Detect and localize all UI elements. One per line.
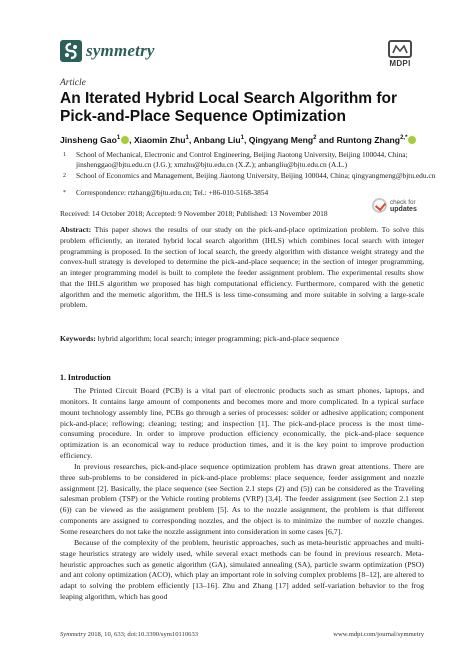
paper-title: An Iterated Hybrid Local Search Algorithm for Pick-and-Place Sequence Optimization (60, 90, 398, 125)
section-body (60, 386, 424, 603)
author-affil-mark: 2 (313, 135, 317, 141)
correspondence-text: Correspondence: rtzhang@bjtu.edu.cn; Tel.: +86-010-5168-3854 (76, 188, 269, 197)
author-list: Jinsheng Gao$^1$ , Xiaomin Zhu$^1$, Anbang Liu$^1$, Qingyang Meng$^2$ and Runtong Zhang$^{2,*}$ (60, 132, 430, 146)
author-name[interactable]: Anbang Liu (193, 134, 241, 145)
author-name[interactable]: Xiaomin Zhu (133, 134, 186, 145)
orcid-icon[interactable] (121, 136, 129, 144)
affiliation-mark: 2 (63, 173, 66, 179)
publication-dates: Received: 14 October 2018; Accepted: 9 November 2018; Published: 13 November 2018 (60, 209, 328, 218)
author-affil-mark: 1 (116, 135, 121, 141)
journal-url-link[interactable]: www.mdpi.com/journal/symmetry (333, 631, 424, 638)
paragraph: Because of the complexity of the problem, heuristic approaches, such as meta-heuristic approaches and multi-stage heuristics strategy are widely used, while several exact methods can be found in previous research. Meta-heuristic approaches such as genetic algorithm (GA), simulated annealing (SA), particle swarm optimization (PSO) and ant colony optimization (ACO), which play an important role in solving complex problems [8–12], are altered to adapt to solving the problem efficiently [13–16]. Zhu and Zhang [17] added self-variation behavior to the frog leaping algorithm, which has good (60, 537, 424, 602)
abstract (60, 225, 424, 311)
citation: Symmetry 2018, 10, 633; doi:10.3390/sym10110633 (60, 631, 199, 638)
affiliation-text: School of Economics and Management, Beijing Jiaotong University, Beijing 100044, China; qingyangmeng@bjtu.edu.cn (76, 171, 436, 180)
affiliation-text: School of Mechanical, Electronic and Control Engineering, Beijing Jiaotong University, Beijing 100044, China; jinshenggao@bjtu.edu.cn (J.G.); xmzhu@bjtu.edu.cn (X.Z.); anbangliu@bjtu.edu.cn (A.L.) (76, 150, 408, 169)
author-affil-mark: 1 (240, 135, 244, 141)
journal-name: symmetry (86, 41, 155, 60)
journal-logo[interactable] (60, 40, 155, 62)
affiliation-mark: 1 (63, 152, 66, 158)
section-heading: 1. Introduction (60, 373, 111, 382)
article-type: Article (60, 78, 86, 88)
keywords (60, 334, 424, 345)
check-for-updates-button[interactable] (372, 198, 417, 213)
affiliation-mark: * (63, 190, 66, 196)
author-name[interactable]: Runtong Zhang (336, 134, 401, 145)
mdpi-logo-icon (388, 40, 412, 58)
orcid-icon[interactable] (408, 136, 416, 144)
paragraph: The Printed Circuit Board (PCB) is a vital part of electronic products such as smart phones, laptops, and monitors. It contains large amount of components and becomes more and more complicated. In a typical surface mount technology assembly line, PCBs go through a series of processes: solder or adhesive application; component pick-and-place; reflowing; cleaning; testing; and inspection [1]. The pick-and-place process is the most time-consuming procedure. In order to improve production efficiency economically, the pick-and-place sequence optimization is an economical way to reduce production times, and it is the key point to improve production efficiency. (60, 386, 424, 461)
keywords-text: hybrid algorithm; local search; integer programming; pick-and-place sequence (97, 334, 340, 343)
publisher-name: MDPI (389, 59, 411, 68)
check-updates-icon (372, 198, 387, 213)
journal-header (60, 40, 412, 66)
author-name[interactable]: Jinsheng Gao (60, 134, 117, 145)
keywords-label: Keywords: (60, 334, 96, 343)
author-name[interactable]: Qingyang Meng (248, 134, 314, 145)
author-affil-mark: 2,* (400, 135, 408, 141)
abstract-text: This paper shows the results of our study on the pick-and-place optimization problem. To solve this problem efficiently, an iterated hybrid local search algorithm (IHLS) which combines local search with integer programming is proposed. In the section of local search, the greedy algorithm with distance weight strategy and the convex-hull strategy is developed to determine the pick-and-place sequence; in the section of integer programming, an integer programming model is built to complete the feeder assignment problem. The experimental results show that the IHLS algorithm we proposed has high computational efficiency. Furthermore, compared with the genetic algorithm and the memetic algorithm, the IHLS is less time-consuming and more suitable in solving a large-scale problem. (60, 225, 424, 310)
publisher-logo[interactable] (388, 40, 412, 68)
author-affil-mark: 1 (185, 135, 189, 141)
paragraph: In previous researches, pick-and-place sequence optimization problem has drawn great attentions. There are three sub-problems to be considered in pick-and-place problems: place sequence, feeder assignment and nozzle assignment [2]. Basically, the place sequence (see Section 2.1 steps (2) and (5)) can be considered as the Traveling salesman problem (TSP) or the Vehicle routing problems (VRP) [3,4]. The feeder assignment (see Section 2.1 step (6)) can be viewed as the assignment problem [5]. As to the nozzle assignment, the problem is that different components are assigned to corresponding nozzles, and the object is to minimize the number of nozzle changes. Some researchers do not take the nozzle assignment into consideration in some cases [6,7]. (60, 461, 424, 536)
abstract-label: Abstract: (60, 225, 92, 234)
symmetry-logo-icon (60, 40, 82, 62)
check-updates-label: check for updates (390, 198, 417, 213)
